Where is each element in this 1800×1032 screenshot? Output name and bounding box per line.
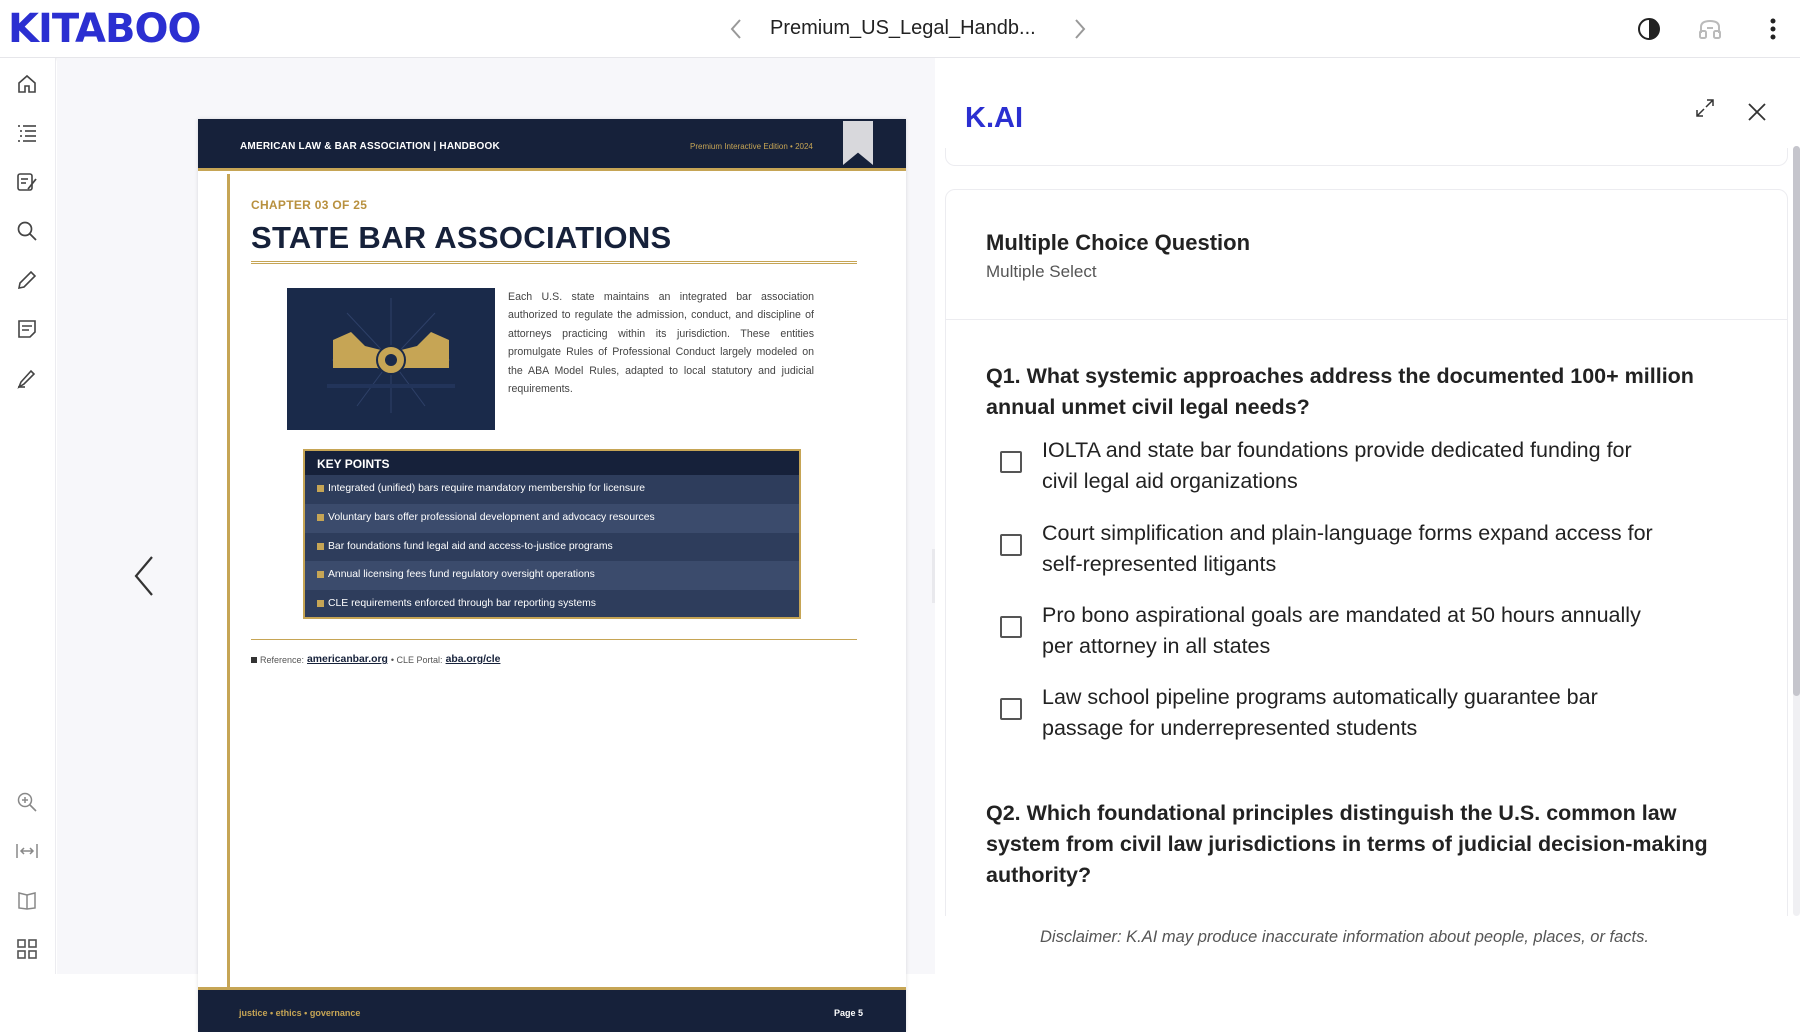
book-view-icon[interactable] (13, 886, 41, 914)
kai-title: K.AI (965, 102, 1023, 134)
reference-line: Reference: americanbar.org • CLE Portal: aba.org/cle (251, 654, 500, 665)
checkbox[interactable] (1000, 534, 1022, 556)
fit-width-icon[interactable] (13, 837, 41, 865)
key-point-item: Voluntary bars offer professional development and advocacy resources (305, 504, 799, 533)
kai-panel (935, 58, 1800, 974)
content-bottom-divider (251, 639, 857, 640)
footer-tagline: justice • ethics • governance (239, 1008, 361, 1018)
key-point-item: Annual licensing fees fund regulatory oversight operations (305, 561, 799, 590)
question-1: Q1. What systemic approaches address the documented 100+ million annual unmet civil legal needs? (986, 364, 1694, 419)
read-aloud-icon[interactable] (1695, 14, 1725, 44)
mcq-card-header (945, 189, 1788, 320)
key-point-item: CLE requirements enforced through bar reporting systems (305, 590, 799, 619)
highlighter-icon[interactable] (13, 364, 41, 392)
gold-bullet-icon (317, 485, 324, 492)
table-of-contents-icon[interactable] (13, 119, 41, 147)
kitaboo-logo[interactable]: KITABOO (8, 6, 201, 52)
checkbox[interactable] (1000, 451, 1022, 473)
mcq-title: Multiple Choice Question (986, 230, 1251, 255)
checkbox[interactable] (1000, 698, 1022, 720)
reader-area (57, 58, 935, 1018)
q1-option-4[interactable]: Law school pipeline programs automatically guarantee bar passage for underrepresented students (1000, 682, 1730, 744)
q1-option-1[interactable]: IOLTA and state bar foundations provide dedicated funding for civil legal aid organizations (1000, 435, 1730, 497)
key-points-title: KEY POINTS (305, 451, 799, 475)
expand-icon[interactable] (1691, 94, 1719, 122)
book-page (198, 119, 906, 1032)
page-footer (198, 987, 906, 1032)
ai-disclaimer: Disclaimer: K.AI may produce inaccurate information about people, places, or facts. (1040, 928, 1649, 946)
next-book-chevron-icon[interactable] (1068, 14, 1092, 44)
checkbox[interactable] (1000, 616, 1022, 638)
home-icon[interactable] (13, 70, 41, 98)
page-header-edition: Premium Interactive Edition • 2024 (690, 142, 813, 151)
key-point-item: Bar foundations fund legal aid and access-to-justice programs (305, 533, 799, 562)
book-title[interactable]: Premium_US_Legal_Handb... (770, 17, 1036, 39)
chapter-label: CHAPTER 03 OF 25 (251, 198, 368, 212)
gold-bullet-icon (317, 571, 324, 578)
questions-scroll-area[interactable] (945, 320, 1788, 916)
page-header-title: AMERICAN LAW & BAR ASSOCIATION | HANDBOOK (240, 141, 500, 152)
kai-scrollbar[interactable] (1793, 146, 1800, 916)
close-icon[interactable] (1743, 98, 1771, 126)
kai-scrollbar-thumb[interactable] (1793, 146, 1800, 696)
more-options-icon[interactable] (1758, 14, 1788, 44)
previous-card-edge (945, 148, 1788, 166)
top-bar (0, 0, 1800, 58)
reference-bullet-icon (251, 657, 257, 663)
page-header (198, 119, 906, 171)
mcq-subtitle: Multiple Select (986, 262, 1097, 281)
question-2: Q2. Which foundational principles distinguish the U.S. common law system from civil law jurisdictions in terms of judicial decision-making authority? (986, 801, 1708, 887)
gold-bullet-icon (317, 514, 324, 521)
previous-book-chevron-icon[interactable] (724, 14, 748, 44)
bar-association-emblem-image (287, 288, 495, 430)
search-icon[interactable] (13, 217, 41, 245)
page-title: STATE BAR ASSOCIATIONS (251, 220, 672, 255)
contrast-icon[interactable] (1634, 14, 1664, 44)
title-divider (251, 261, 857, 264)
key-point-item: Integrated (unified) bars require mandatory membership for licensure (305, 475, 799, 504)
gold-bullet-icon (317, 543, 324, 550)
q1-option-2[interactable]: Court simplification and plain-language forms expand access for self-represented litigants (1000, 518, 1730, 580)
bookmarks-notes-icon[interactable] (13, 168, 41, 196)
gold-bullet-icon (317, 600, 324, 607)
page-gold-margin-line (227, 174, 230, 989)
cle-portal-link[interactable]: aba.org/cle (445, 654, 501, 665)
previous-page-arrow-icon[interactable] (127, 548, 161, 604)
key-points-box (303, 449, 801, 619)
americanbar-link[interactable]: americanbar.org (307, 654, 388, 665)
page-number: Page 5 (834, 1008, 864, 1018)
left-toolbar (0, 58, 56, 974)
sticky-note-icon[interactable] (13, 315, 41, 343)
zoom-in-icon[interactable] (13, 788, 41, 816)
q1-option-3[interactable]: Pro bono aspirational goals are mandated at 50 hours annually per attorney in all states (1000, 600, 1730, 662)
intro-paragraph: Each U.S. state maintains an integrated bar association authorized to regulate the admission, conduct, and discipline of attorneys practicing within its jurisdiction. These entities promulgate Rules of Professional Conduct largely modeled on the ABA Model Rules, adapted to local statutory and judicial requirements. (508, 291, 814, 396)
pen-icon[interactable] (13, 266, 41, 294)
grid-view-icon[interactable] (13, 935, 41, 963)
key-points-list (305, 475, 799, 619)
